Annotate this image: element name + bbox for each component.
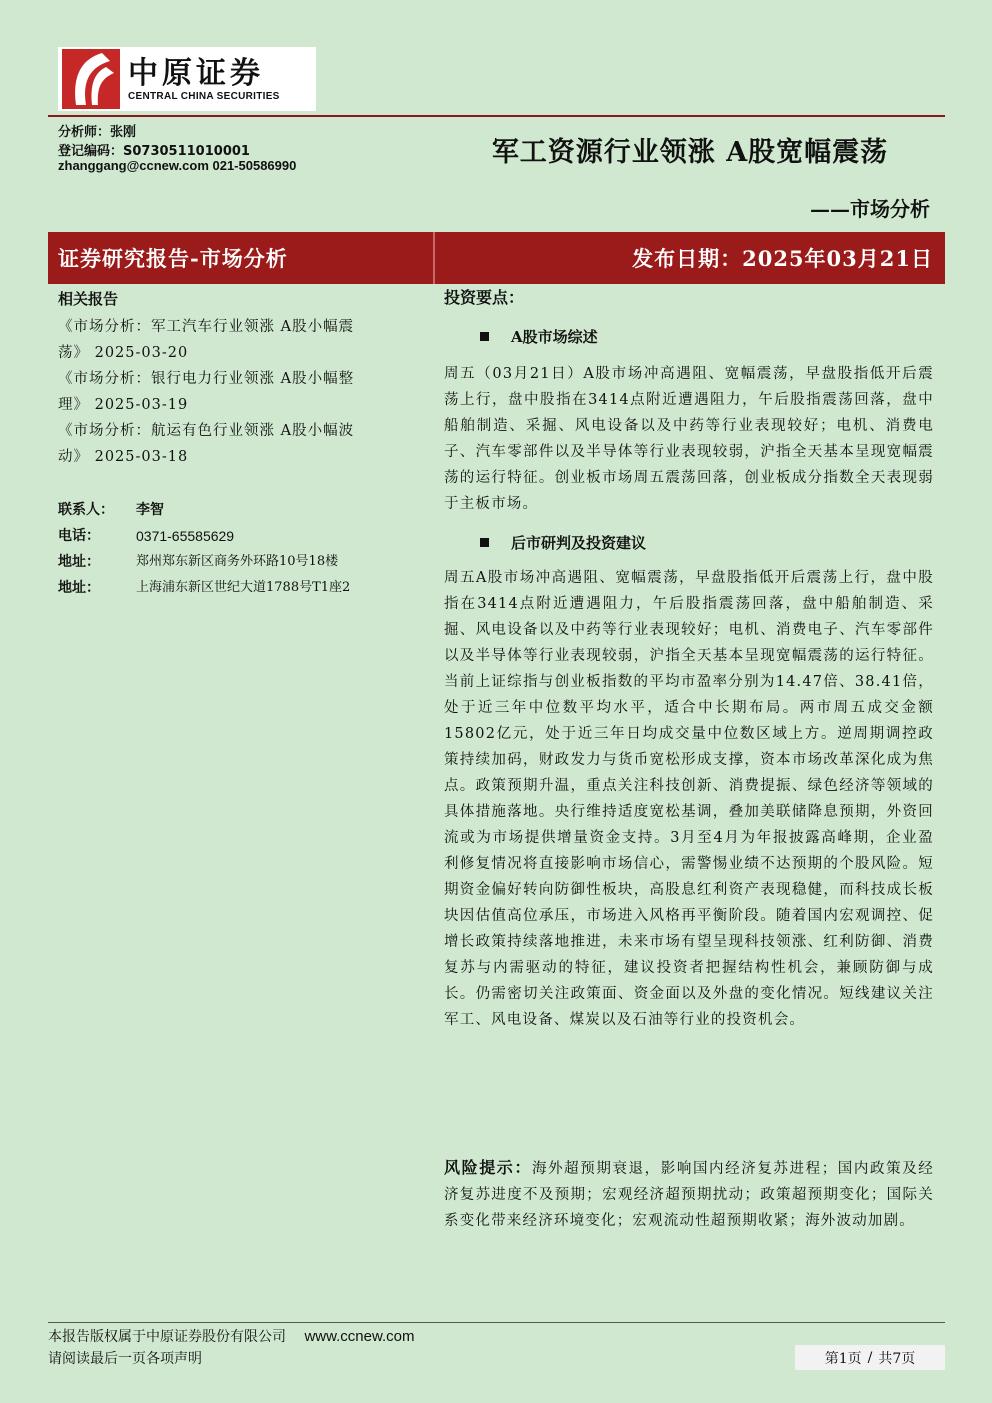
risk-label: 风险提示： bbox=[444, 1158, 532, 1177]
section-heading bbox=[444, 531, 934, 553]
bullet-square-icon bbox=[480, 332, 489, 341]
related-report-line: 《市场分析：航运有色行业领涨 A股小幅波 bbox=[58, 423, 355, 439]
analyst-registration: 登记编码：S0730511010001 bbox=[58, 144, 250, 159]
contact-phone-row bbox=[58, 523, 384, 549]
risk-text: 海外超预期衰退，影响国内经济复苏进程；国内政策及经济复苏进度不及预期；宏观经济超预期扰动；政策超预期变化；国际关系变化带来经济环境变化；宏观流动性超预期收紧；海外波动加剧。 bbox=[444, 1161, 934, 1229]
contact-address-label: 地址： bbox=[58, 580, 100, 596]
related-report-line: 《市场分析：军工汽车行业领涨 A股小幅震 bbox=[58, 319, 355, 335]
contact-person-label: 联系人： bbox=[58, 502, 114, 518]
contact-phone: 0371-65585629 bbox=[136, 528, 235, 544]
footer-website-link[interactable]: www.ccnew.com bbox=[304, 1328, 415, 1345]
main-content bbox=[444, 287, 934, 1033]
footer-divider bbox=[48, 1322, 945, 1323]
contact-address-row bbox=[58, 549, 384, 575]
bullet-square-icon bbox=[480, 538, 489, 547]
related-report-item[interactable] bbox=[58, 418, 384, 470]
logo-text-en: CENTRAL CHINA SECURITIES bbox=[128, 90, 280, 102]
section-title: 后市研判及投资建议 bbox=[511, 533, 647, 552]
footer-copyright-row bbox=[48, 1326, 415, 1346]
header-divider bbox=[48, 115, 945, 117]
analyst-name: 分析师：张刚 bbox=[58, 125, 137, 140]
page-current: 第1页 bbox=[824, 1350, 862, 1367]
related-report-item[interactable] bbox=[58, 314, 384, 366]
logo-text-cn: 中原证券 bbox=[128, 55, 264, 91]
report-banner bbox=[48, 232, 945, 284]
investment-points-heading: 投资要点： bbox=[444, 288, 525, 307]
page-indicator bbox=[795, 1345, 945, 1370]
footer-notice: 请阅读最后一页各项声明 bbox=[48, 1351, 202, 1367]
related-reports-heading: 相关报告 bbox=[58, 290, 119, 308]
related-report-item[interactable] bbox=[58, 366, 384, 418]
contact-address: 上海浦东新区世纪大道1788号T1座2 bbox=[136, 580, 351, 595]
page-separator: / bbox=[867, 1349, 873, 1366]
report-title: 军工资源行业领涨 A股宽幅震荡 bbox=[491, 137, 889, 168]
risk-warning bbox=[444, 1155, 934, 1234]
related-report-line: 《市场分析：银行电力行业领涨 A股小幅整 bbox=[58, 371, 355, 387]
company-logo bbox=[58, 47, 316, 111]
related-report-line: 荡》 2025-03-20 bbox=[58, 345, 189, 361]
outlook-paragraph: 周五A股市场冲高遇阻、宽幅震荡，早盘股指低开后震荡上行，盘中股指在3414点附近遭遇阻力，午后股指震荡回落，盘中船舶制造、采掘、风电设备以及中药等行业表现较好；电机、消费电子、汽车零部件以及半导体等行业表现较弱，沪指全天基本呈现宽幅震荡的运行特征。当前上证综指与创业板指数的平均市盈率分别为14.47倍、38.41倍，处于近三年中位数平均水平，适合中长期布局。两市周五成交金额15802亿元，处于近三年日均成交量中位数区域上方。逆周期调控政策持续加码，财政发力与货币宽松形成支撑，资本市场改革深化成为焦点。政策预期升温，重点关注科技创新、消费提振、绿色经济等领域的具体措施落地。央行维持适度宽松基调，叠加美联储降息预期，外资回流或为市场提供增量资金支持。3月至4月为年报披露高峰期，企业盈利修复情况将直接影响市场信心，需警惕业绩不达预期的个股风险。短期资金偏好转向防御性板块，高股息红利资产表现稳健，而科技成长板块因估值高位承压，市场进入风格再平衡阶段。随着国内宏观调控、促增长政策持续落地推进，未来市场有望呈现科技领涨、红利防御、消费复苏与内需驱动的特征，建议投资者把握结构性机会，兼顾防御与成长。仍需密切关注政策面、资金面以及外盘的变化情况。短线建议关注军工、风电设备、煤炭以及石油等行业的投资机会。 bbox=[444, 570, 934, 1028]
related-report-line: 动》 2025-03-18 bbox=[58, 449, 189, 465]
contact-address-label: 地址： bbox=[58, 554, 100, 570]
section-title: A股市场综述 bbox=[511, 327, 598, 346]
contact-address: 郑州郑东新区商务外环路10号18楼 bbox=[136, 554, 339, 569]
contact-address-row bbox=[58, 575, 384, 601]
contact-block bbox=[58, 497, 384, 601]
contact-person: 李智 bbox=[136, 502, 164, 518]
report-subtitle: ——市场分析 bbox=[810, 197, 930, 221]
report-type: 证券研究报告-市场分析 bbox=[58, 246, 288, 271]
market-summary-paragraph: 周五（03月21日）A股市场冲高遇阻、宽幅震荡，早盘股指低开后震荡上行，盘中股指在3414点附近遭遇阻力，午后股指震荡回落，盘中船舶制造、采掘、风电设备以及中药等行业表现较好；电机、消费电子、汽车零部件以及半导体等行业表现较弱，沪指全天基本呈现宽幅震荡的运行特征。创业板市场周五震荡回落，创业板成分指数全天表现弱于主板市场。 bbox=[444, 366, 934, 512]
contact-phone-label: 电话： bbox=[58, 528, 100, 544]
logo-mark-icon bbox=[62, 49, 120, 109]
banner-divider bbox=[433, 232, 435, 284]
analyst-contact: zhanggang@ccnew.com 021-50586990 bbox=[58, 158, 297, 173]
section-heading bbox=[444, 325, 934, 347]
contact-person-row bbox=[58, 497, 384, 523]
publish-date: 发布日期：2025年03月21日 bbox=[632, 246, 933, 271]
footer-copyright: 本报告版权属于中原证券股份有限公司 bbox=[48, 1329, 286, 1345]
related-reports bbox=[58, 289, 384, 470]
page-total: 共7页 bbox=[878, 1350, 916, 1367]
related-report-line: 理》 2025-03-19 bbox=[58, 397, 189, 413]
